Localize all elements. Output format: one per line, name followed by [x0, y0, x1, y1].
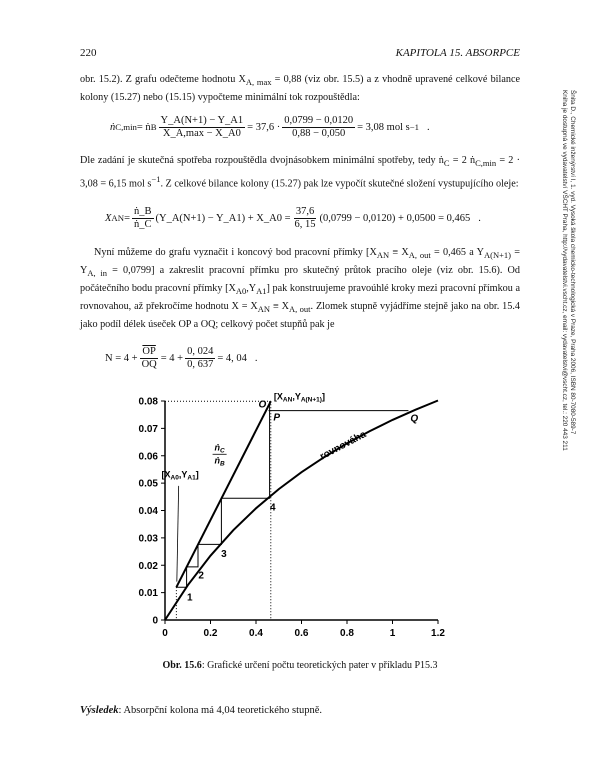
- chart-ticks: [139, 397, 446, 640]
- y-tick-label: 0.07: [138, 423, 158, 435]
- figure-caption: [0, 660, 600, 671]
- equilibrium-curve: [165, 401, 438, 621]
- y-tick-label: 0.04: [138, 506, 158, 517]
- side-note-line-1: Šnita D., Chemické inženýrství I, 1. vyd. Vysoká škola chemicko-technologická v Praze, Praha 2006, ISBN 80-7080-589-7: [569, 90, 576, 435]
- y-tick-label: 0.03: [138, 533, 158, 545]
- equation-stage-count: N = 4 + $\frac{\overline{OP}}{OQ}$ = 4 + $\frac{0, 024}{0, 637}$ = 4, 04 .: [105, 345, 258, 370]
- x-tick-label: 1: [389, 628, 396, 639]
- chart-curves: [165, 401, 438, 621]
- equation-outlet-composition: X AN = $\frac{\text{ṅ\_B}}{\text{ṅ\_C}}$ (Y_A(N+1) − Y_A1) + X_A0 = $\frac{37,6}{6, 15}$ (0,0799 − 0,0120) + 0,0500 = 0,465 .: [105, 205, 481, 230]
- x-tick-label: 0.8: [340, 628, 354, 639]
- y-tick-label: 0.05: [138, 478, 158, 490]
- stage-label: 3: [221, 548, 227, 560]
- start-point-label: $[X_{A0},Y_{A1}]$: [161, 469, 199, 482]
- result-line: [80, 705, 322, 716]
- page-number: 220: [80, 47, 97, 59]
- stage-label: 2: [198, 570, 204, 582]
- stage-label: 1: [186, 592, 193, 604]
- y-tick-label: 0.01: [138, 588, 158, 600]
- start-point-arrow: [177, 486, 179, 582]
- point-Q: Q: [410, 413, 419, 425]
- ratio-numerator: ṅ$_C$: [214, 442, 225, 455]
- side-note-line-2: Kniha je dostupná ve vydavatelství VŠCHT Praha, http://vydavatelstvi.vscht.cz, email: vydavatelstvi@vscht.cz, tel.: 220 443 211: [561, 90, 568, 451]
- ratio-denominator: ṅ$_B$: [214, 455, 225, 468]
- x-tick-label: 0.4: [249, 628, 263, 639]
- chapter-title: KAPITOLA 15. ABSORPCE: [395, 47, 520, 59]
- result-text: : Absorpční kolona má 4,04 teoretického stupně.: [118, 705, 323, 716]
- x-tick-label: 0.6: [294, 628, 309, 639]
- chart-labels: [162, 391, 419, 603]
- result-label: Výsledek: [80, 705, 119, 716]
- x-tick-label: 0: [162, 628, 168, 639]
- x-tick-label: 0.2: [203, 628, 218, 639]
- paragraph-3: Nyní můžeme do grafu vyznačit i koncový bod pracovní přímky [$X_{AN} \equiv X_{A, out} = 0,465$ a $Y_{A(N+1)} = Y_{A, in} = 0,0799$] a zakreslit pracovní přímku pro skutečný průtok pracího oleje (viz obr. 15.6). Od počátečního bodu pracovní přímky $[X_{A0},Y_{A1}]$ pak konstruujeme pravoúhlé kroky mezi pracovní přímkou a rovnovahou, až překročíme hodnotu $X = X_{AN} \equiv X_{A, out}$. Zlomek stupně vyjádříme stejně jako na obr. 15.4 jako podíl délek úseček OP a OQ; celkový počet stupňů pak je: [80, 247, 521, 331]
- paragraph-2: Dle zadání je skutečná spotřeba rozpouštědla dvojnásobkem minimální spotřeby, tedy ṅ$_C$ = 2 ṅ$_{C,min}$ = 2 · 3,08 = 6,15 mol $s^{-1}$. Z celkové bilance kolony (15.27) pak lze vypočít skutečné složení vystupujícího oleje:: [80, 155, 521, 190]
- y-tick-label: 0.06: [138, 451, 158, 463]
- stage-label: 4: [270, 502, 276, 514]
- equilibrium-label: rovnováha: [318, 429, 369, 463]
- point-P: P: [273, 412, 281, 424]
- y-tick-label: 0.08: [138, 396, 158, 408]
- end-point-label: $[X_{AN},Y_{A(N+1)}]$: [273, 391, 325, 404]
- chart-axes: [165, 401, 438, 620]
- y-tick-label: 0: [152, 615, 158, 627]
- x-tick-label: 1.2: [431, 628, 445, 639]
- absorption-chart: [0, 385, 600, 655]
- figure-caption-label: Obr. 15.6: [162, 660, 202, 671]
- point-O: O: [258, 399, 267, 411]
- figure-caption-text: : Grafické určení počtu teoretických pater v příkladu P15.3: [201, 660, 438, 671]
- paragraph-1: obr. 15.2). Z grafu odečteme hodnotu $X_{A, max} = 0,88$ (viz obr. 15.5) a z vhodně upravené celkové bilance kolony (15.27) nebo (15.15) vypočteme minimální tok rozpouštědla:: [80, 74, 521, 104]
- y-tick-label: 0.02: [138, 560, 158, 572]
- equation-min-solvent: ṅ C,min = ṅ B $\frac{Y\_A(N+1) - Y\_A1}{X\_A,\max - X\_A0}$ = 37,6 · $\frac{0,0799 - 0,0120}{0,88 - 0,050}$ = 3,08 mol s −1 .: [110, 114, 430, 139]
